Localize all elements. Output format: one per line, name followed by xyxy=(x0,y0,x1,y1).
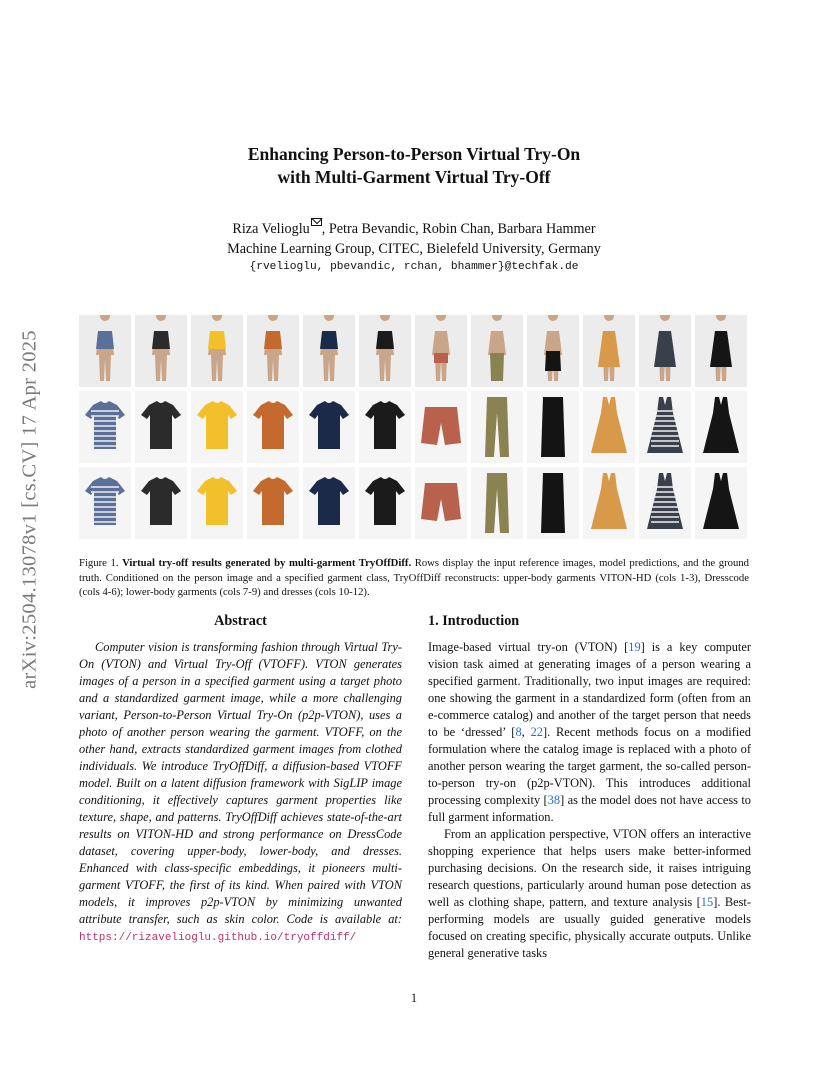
prediction-image-10 xyxy=(583,391,635,463)
caption-label: Figure 1. xyxy=(79,557,119,569)
prediction-image-9 xyxy=(527,391,579,463)
citation-link[interactable]: 15 xyxy=(700,895,714,909)
ground-truth-image-3 xyxy=(191,467,243,539)
intro-paragraph-1 xyxy=(428,639,751,826)
ground-truth-image-7 xyxy=(415,467,467,539)
title-line-1: Enhancing Person-to-Person Virtual Try-On xyxy=(247,144,581,164)
ground-truth-image-1 xyxy=(79,467,131,539)
affiliation: Machine Learning Group, CITEC, Bielefeld University, Germany xyxy=(227,241,601,257)
prediction-image-6 xyxy=(359,391,411,463)
author-names xyxy=(0,219,828,239)
intro-text: ]. Recent methods focus on a modified formulation where the catalog image is replaced with a photo of another person wearing the target garment, the so-called person-to-person try-on (p2p-VTON). This introduces additional processing complexity [ xyxy=(428,725,751,807)
ground-truth-image-10 xyxy=(583,467,635,539)
intro-text: Image-based virtual try-on (VTON) [ xyxy=(428,640,629,654)
citation-link[interactable]: 38 xyxy=(547,793,561,807)
corresponding-author: Riza Velioglu xyxy=(232,221,310,237)
introduction-column xyxy=(428,613,751,962)
ground-truth-image-4 xyxy=(247,467,299,539)
intro-text: ] as the model does not have access to full garment information. xyxy=(428,793,752,824)
figure-1-caption xyxy=(79,556,749,600)
person-image-1 xyxy=(79,315,131,387)
intro-text: From an application perspective, VTON offers an interactive shopping experience that helps users make better-informed purchasing decisions. On the research side, it raises intriguing research questions, particularly around human pose detection as well as clothing shape, pattern, and texture analysis [ xyxy=(428,827,751,909)
person-image-7 xyxy=(415,315,467,387)
citation-link[interactable]: 19 xyxy=(628,640,641,654)
intro-text: ]. Best-performing models are usually guided generative models focused on creating specific, physically accurate outputs. Unlike general generative tasks xyxy=(428,895,751,960)
abstract-text xyxy=(79,639,402,947)
author-emails: {rvelioglu, pbevandic, rchan, bhammer}@techfak.de xyxy=(249,261,579,273)
prediction-image-3 xyxy=(191,391,243,463)
intro-text: ] is a key computer vision task aimed at generating images of a person wearing a specified garment. Traditionally, two input images are required: one showing the garment in a standardized form (often from an e-commerce catalog) and another of the target person that needs to be ‘dressed’ [ xyxy=(428,640,751,739)
prediction-image-2 xyxy=(135,391,187,463)
paper-title xyxy=(0,143,828,189)
figure-row-ground-truth xyxy=(79,467,749,539)
ground-truth-image-11 xyxy=(639,467,691,539)
ground-truth-image-8 xyxy=(471,467,523,539)
ground-truth-image-9 xyxy=(527,467,579,539)
citation-link[interactable]: 22 xyxy=(530,725,543,739)
figure-row-prediction xyxy=(79,391,749,463)
person-image-5 xyxy=(303,315,355,387)
ground-truth-image-2 xyxy=(135,467,187,539)
intro-text: , xyxy=(521,725,531,739)
prediction-image-11 xyxy=(639,391,691,463)
caption-text: Rows display the input reference images, model predictions, and the ground truth. Conditioned on the person image and a specified garment class, TryOffDiff reconstructs: upper-body garments VITON-HD (cols 1-3), Dresscode (cols 4-6); lower-body garments (cols 7-9) and dresses (cols 10-12). xyxy=(79,557,750,599)
envelope-icon xyxy=(311,218,322,226)
person-image-11 xyxy=(639,315,691,387)
person-image-3 xyxy=(191,315,243,387)
citation-link[interactable]: 8 xyxy=(515,725,522,739)
figure-1 xyxy=(79,315,749,543)
code-link[interactable]: https://rizavelioglu.github.io/tryoffdiff/ xyxy=(79,932,357,944)
arxiv-stamp: arXiv:2504.13078v1 [cs.CV] 17 Apr 2025 xyxy=(18,330,41,689)
prediction-image-5 xyxy=(303,391,355,463)
ground-truth-image-6 xyxy=(359,467,411,539)
person-image-6 xyxy=(359,315,411,387)
person-image-12 xyxy=(695,315,747,387)
person-image-8 xyxy=(471,315,523,387)
title-line-2: with Multi-Garment Virtual Try-Off xyxy=(277,167,551,187)
prediction-image-8 xyxy=(471,391,523,463)
abstract-body: Computer vision is transforming fashion through Virtual Try-On (VTON) and Virtual Try-Off (VTOFF). VTON generates images of a person in a specified garment using a target photo and a standardized garment image, while a more challenging variant, Person-to-Person Virtual Try-On (p2p-VTON), uses a photo of another person wearing the garment. VTOFF, on the other hand, extracts standardized garment images from clothed individuals. We introduce TryOffDiff, a diffusion-based VTOFF model. Built on a latent diffusion framework with SigLIP image conditioning, it effectively captures garment properties like texture, shape, and patterns. TryOffDiff achieves state-of-the-art results on VITON-HD and strong performance on DressCode dataset, covering upper-body, lower-body, and dresses. Enhanced with class-specific embeddings, it pioneers multi-garment VTOFF, the first of its kind. When paired with VTON models, it improves p2p-VTON by minimizing unwanted attribute transfer, such as skin color. Code is available at: xyxy=(79,640,402,926)
page-number: 1 xyxy=(410,991,418,1005)
person-image-4 xyxy=(247,315,299,387)
coauthors: , Petra Bevandic, Robin Chan, Barbara Hammer xyxy=(321,221,596,237)
figure-row-input xyxy=(79,315,749,387)
ground-truth-image-5 xyxy=(303,467,355,539)
person-image-9 xyxy=(527,315,579,387)
author-block xyxy=(0,219,828,259)
caption-bold: Virtual try-off results generated by multi-garment TryOffDiff. xyxy=(122,557,412,569)
person-image-10 xyxy=(583,315,635,387)
abstract-heading: Abstract xyxy=(214,613,267,629)
introduction-heading: 1. Introduction xyxy=(428,613,520,629)
intro-paragraph-2 xyxy=(428,826,751,962)
prediction-image-1 xyxy=(79,391,131,463)
prediction-image-4 xyxy=(247,391,299,463)
ground-truth-image-12 xyxy=(695,467,747,539)
prediction-image-12 xyxy=(695,391,747,463)
abstract-column xyxy=(79,613,402,947)
person-image-2 xyxy=(135,315,187,387)
prediction-image-7 xyxy=(415,391,467,463)
